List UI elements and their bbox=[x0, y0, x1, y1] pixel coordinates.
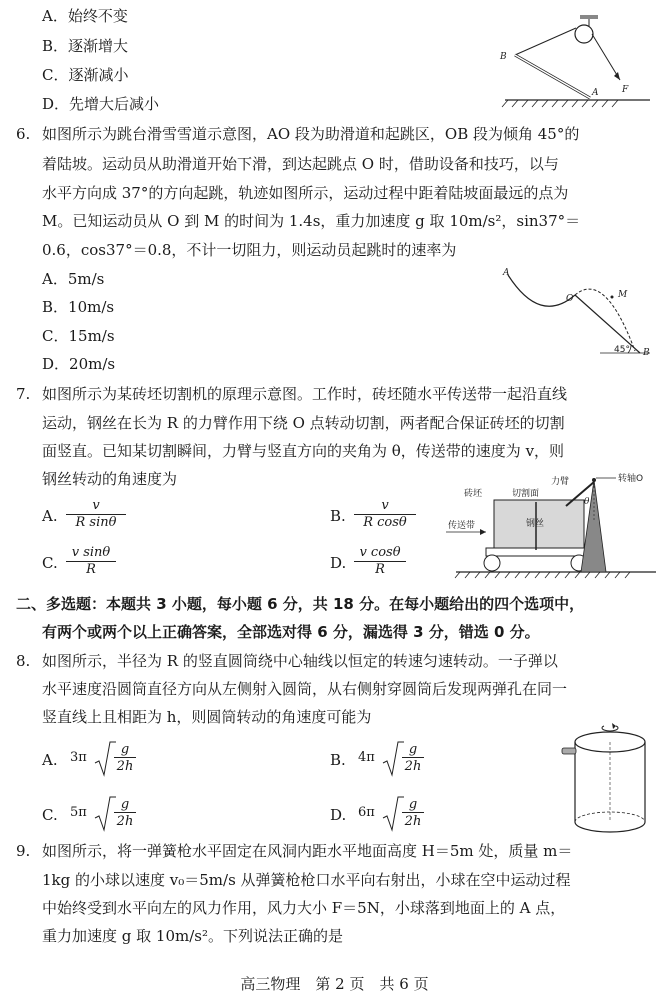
q6-figure bbox=[500, 265, 655, 360]
q7-line-3: 面竖直。已知某切割瞬间，力臂与竖直方向的夹角为 θ，传送带的速度为 v，则 bbox=[42, 442, 565, 460]
q8-option-c-radical bbox=[94, 796, 116, 834]
q6-line-5: 0.6，cos37°＝0.8，不计一切阻力，则运动员起跳时的速率为 bbox=[42, 241, 457, 259]
q7-label-brick: 砖坯 bbox=[464, 489, 483, 499]
q8-option-b-radical bbox=[382, 741, 404, 779]
q7-option-a-fraction bbox=[66, 498, 126, 531]
q7-option-b-label: B. bbox=[330, 507, 346, 525]
q6-label-m: M bbox=[618, 290, 628, 300]
q7-option-a-num: v bbox=[66, 498, 126, 515]
q5-option-a: A．始终不变 bbox=[42, 7, 128, 25]
q8-option-d-den: 2h bbox=[404, 814, 422, 829]
q7-label-arm: 力臂 bbox=[551, 477, 570, 487]
q8-option-a-den: 2h bbox=[116, 759, 134, 774]
q8-line-2: 水平速度沿圆筒直径方向从左侧射入圆筒，从右侧射穿圆筒后发现两弹孔在同一 bbox=[42, 680, 568, 698]
q6-label-angle: 45° bbox=[614, 345, 630, 355]
q5-option-b: B．逐渐增大 bbox=[42, 37, 129, 55]
q8-option-d-coef: 6π bbox=[358, 805, 375, 820]
q7-option-a-label: A. bbox=[42, 507, 58, 525]
q7-option-d-den: R bbox=[375, 562, 385, 577]
q8-line-1: 如图所示，半径为 R 的竖直圆筒绕中心轴线以恒定的转速匀速转动。一子弹以 bbox=[42, 652, 558, 670]
q9-line-1: 如图所示，将一弹簧枪水平固定在风洞内距水平地面高度 H＝5m 处，质量 m＝ bbox=[42, 842, 573, 860]
q6-line-3: 水平方向成 37°的方向起跳，轨迹如图所示，运动过程中距着陆坡面最远的点为 bbox=[42, 184, 569, 202]
q8-option-d-label: D. bbox=[330, 806, 347, 824]
q8-figure bbox=[560, 722, 655, 837]
q7-label-wire: 钢丝 bbox=[526, 519, 545, 529]
q6-number: 6. bbox=[16, 125, 31, 143]
q9-line-3: 中始终受到水平向左的风力作用，风力大小 F＝5N，小球落到地面上的 A 点， bbox=[42, 899, 566, 917]
q6-option-c: C．15m/s bbox=[42, 327, 115, 345]
q7-figure bbox=[446, 470, 656, 580]
q8-option-b-num: g bbox=[402, 742, 424, 758]
q6-option-d: D．20m/s bbox=[42, 355, 116, 373]
q6-line-4: M。已知运动员从 O 到 M 的时间为 1.4s，重力加速度 g 取 10m/s²，sin37°＝ bbox=[42, 212, 581, 230]
q5-option-c: C．逐渐减小 bbox=[42, 66, 129, 84]
q5-label-b: B bbox=[500, 52, 507, 62]
q8-number: 8. bbox=[16, 652, 31, 670]
q6-line-1: 如图所示为跳台滑雪雪道示意图，AO 段为助滑道和起跳区，OB 段为倾角 45°的 bbox=[42, 125, 580, 143]
q6-line-2: 着陆坡。运动员从助滑道开始下滑，到达起跳点 O 时，借助设备和技巧，以与 bbox=[42, 155, 559, 173]
q8-option-a-num: g bbox=[114, 742, 136, 758]
q7-line-4: 钢丝转动的角速度为 bbox=[42, 470, 178, 488]
q7-label-axis: 转轴O bbox=[618, 474, 644, 484]
q8-line-3: 竖直线上且相距为 h，则圆筒转动的角速度可能为 bbox=[42, 708, 372, 726]
q8-option-b-label: B. bbox=[330, 751, 346, 769]
q9-line-2: 1kg 的小球以速度 v₀＝5m/s 从弹簧枪枪口水平向右射出，小球在空中运动过程 bbox=[42, 871, 571, 889]
q7-option-b-fraction bbox=[354, 498, 416, 531]
q7-line-1: 如图所示为某砖坯切割机的原理示意图。工作时，砖坯随水平传送带一起沿直线 bbox=[42, 385, 568, 403]
q8-option-d-num: g bbox=[402, 797, 424, 813]
q5-label-a: A bbox=[592, 88, 599, 98]
q8-option-a-coef: 3π bbox=[70, 750, 87, 765]
q7-label-cut: 切割面 bbox=[512, 489, 540, 499]
q9-line-4: 重力加速度 g 取 10m/s²。下列说法正确的是 bbox=[42, 927, 343, 945]
q7-option-c-num: v sinθ bbox=[66, 545, 116, 562]
q7-option-c-fraction bbox=[66, 545, 116, 578]
section2-heading-1: 二、多选题：本题共 3 小题，每小题 6 分，共 18 分。在每小题给出的四个选项中， bbox=[16, 595, 585, 613]
q7-label-belt: 传送带 bbox=[448, 521, 476, 531]
q6-option-b: B．10m/s bbox=[42, 298, 115, 316]
q6-option-a: A．5m/s bbox=[42, 270, 105, 288]
q6-label-o: O bbox=[566, 294, 574, 304]
q7-option-c-den: R bbox=[86, 562, 96, 577]
page-footer: 高三物理 第 2 页 共 6 页 bbox=[240, 975, 429, 993]
q8-option-b-coef: 4π bbox=[358, 750, 375, 765]
q8-option-c-coef: 5π bbox=[70, 805, 87, 820]
q7-option-c-label: C. bbox=[42, 554, 58, 572]
q7-option-b-num: v bbox=[354, 498, 416, 515]
q7-option-d-label: D. bbox=[330, 554, 347, 572]
q7-line-2: 运动，钢丝在长为 R 的力臂作用下绕 O 点转动切割，两者配合保证砖坯的切割 bbox=[42, 414, 565, 432]
q5-label-f: F bbox=[622, 85, 629, 95]
q8-option-d-radical bbox=[382, 796, 404, 834]
section2-heading-2: 有两个或两个以上正确答案，全部选对得 6 分，漏选得 3 分，错选 0 分。 bbox=[42, 623, 540, 641]
q6-label-a: A bbox=[503, 268, 510, 278]
q8-option-c-den: 2h bbox=[116, 814, 134, 829]
q6-label-b: B bbox=[643, 348, 650, 358]
q9-number: 9. bbox=[16, 842, 31, 860]
q8-option-a-radical bbox=[94, 741, 116, 779]
q5-option-d: D．先增大后减小 bbox=[42, 95, 160, 113]
q7-number: 7. bbox=[16, 385, 31, 403]
q5-figure bbox=[500, 10, 650, 115]
q8-option-c-label: C. bbox=[42, 806, 58, 824]
q7-option-b-den: R cosθ bbox=[363, 515, 407, 530]
q7-option-a-den: R sinθ bbox=[75, 515, 117, 530]
q8-option-c-num: g bbox=[114, 797, 136, 813]
q8-option-a-label: A. bbox=[42, 751, 58, 769]
q7-option-d-fraction bbox=[354, 545, 406, 578]
q7-option-d-num: v cosθ bbox=[354, 545, 406, 562]
q8-option-b-den: 2h bbox=[404, 759, 422, 774]
q7-label-theta: θ bbox=[584, 497, 590, 507]
